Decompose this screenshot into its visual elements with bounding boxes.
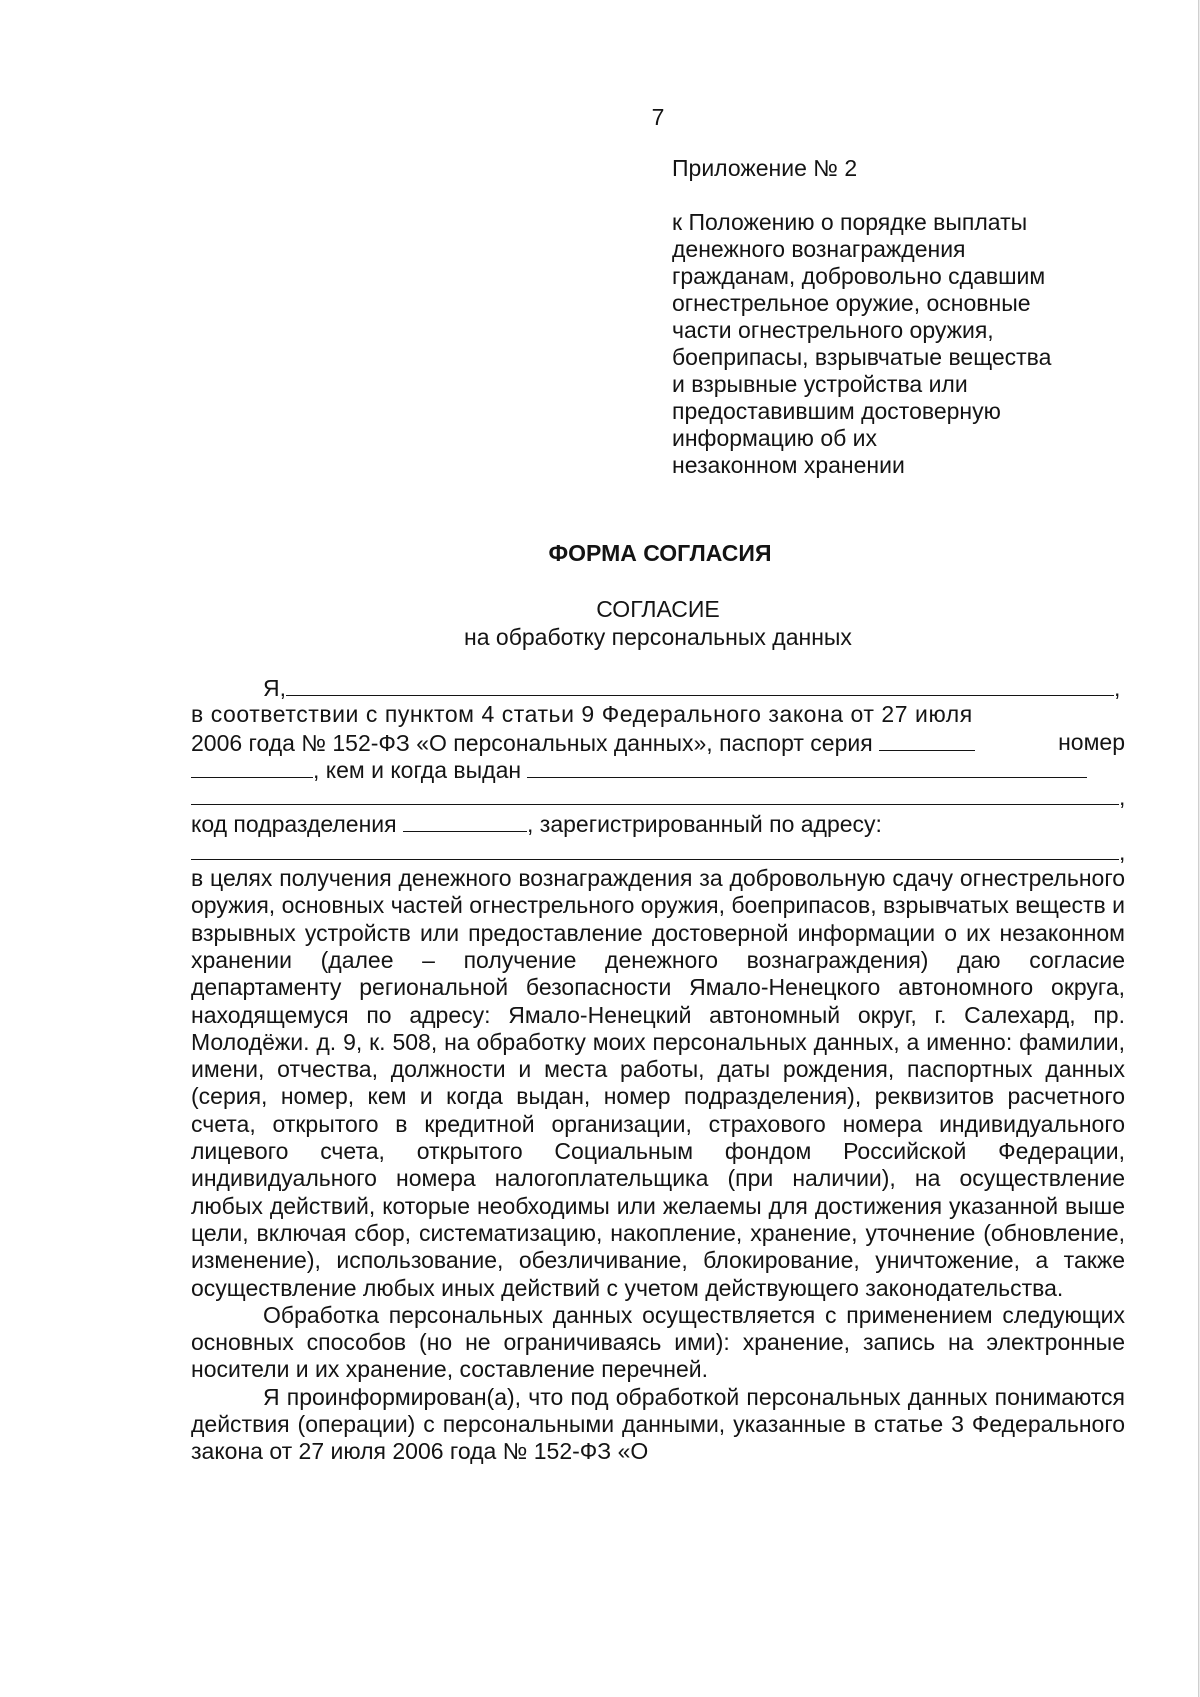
consent-title: СОГЛАСИЕ xyxy=(596,596,720,622)
appendix-line: огнестрельное оружие, основные xyxy=(672,290,1031,316)
issued-by-continuation-line xyxy=(191,783,1125,810)
passport-number-label: номер xyxy=(1058,728,1125,755)
consent-body xyxy=(191,674,1125,1466)
division-code-line xyxy=(191,810,1125,837)
appendix-line: части огнестрельного оружия, xyxy=(672,317,994,343)
consent-paragraph-informed: Я проинформирован(а), что под обработкой персональных данных понимаются действия (операции) с персональными данными, указанные в статье 3 Федерального закона от 27 июля 2006 года № 152-ФЗ «О xyxy=(191,1383,1125,1465)
name-line xyxy=(191,674,1125,701)
address-line xyxy=(191,838,1125,865)
registered-address-label: , зарегистрированный по адресу: xyxy=(527,811,882,838)
passport-series-line xyxy=(191,729,1125,756)
consent-paragraph-methods: Обработка персональных данных осуществляется с применением следующих основных способов (но не ограничиваясь ими): хранение, запись на электронные носители и их хранение, составление перечней. xyxy=(191,1301,1125,1383)
comma: , xyxy=(1119,784,1126,811)
appendix-line: к Положению о порядке выплаты xyxy=(672,209,1028,235)
appendix-line: денежного вознаграждения xyxy=(672,236,966,262)
division-code-field[interactable] xyxy=(403,810,527,832)
law-reference-text: в соответствии с пунктом 4 статьи 9 Федерального закона от 27 июля xyxy=(191,701,973,728)
comma: , xyxy=(1119,838,1126,865)
appendix-header xyxy=(672,155,1102,479)
form-title: ФОРМА СОГЛАСИЯ xyxy=(548,540,772,566)
passport-issued-line xyxy=(191,756,1125,783)
appendix-line: боеприпасы, взрывчатые вещества xyxy=(672,344,1052,370)
consent-paragraph-main: в целях получения денежного вознаграждения за добровольную сдачу огнестрельного оружия, основных частей огнестрельного оружия, боеприпасов, взрывчатых веществ и взрывных устройств или предоставление достоверной информации о их незаконном хранении (далее – получение денежного вознаграждения) даю согласие департаменту региональной безопасности Ямало-Ненецкого автономного округа, находящемуся по адресу: Ямало-Ненецкий автономный округ, г. Салехард, пр. Молодёжи. д. 9, к. 508, на обработку моих персональных данных, а именно: фамилии, имени, отчества, должности и места работы, даты рождения, паспортных данных (серия, номер, кем и когда выдан, номер подразделения), реквизитов расчетного счета, открытого в кредитной организации, страхового номера индивидуального лицевого счета, открытого Социальным фондом Российской Федерации, индивидуального номера налогоплательщика (при наличии), на осуществление любых действий, которые необходимы или желаемы для достижения указанной выше цели, включая сбор, систематизацию, накопление, хранение, уточнение (обновление, изменение), использование, обезличивание, блокирование, уничтожение, а также осуществление любых иных действий с учетом действующего законодательства. xyxy=(191,865,1125,1301)
page-number: 7 xyxy=(651,104,665,130)
consent-paragraphs xyxy=(191,865,1125,1466)
consent-heading xyxy=(0,595,1200,651)
division-code-label: код подразделения xyxy=(191,811,397,838)
consent-subtitle: на обработку персональных данных xyxy=(464,624,852,650)
appendix-title: Приложение № 2 xyxy=(672,155,858,181)
issued-by-continuation-field[interactable] xyxy=(191,783,1119,805)
appendix-line: и взрывные устройства или xyxy=(672,371,968,397)
passport-series-label: 2006 года № 152-ФЗ «О персональных данных», паспорт серия xyxy=(191,729,873,756)
passport-number-field[interactable] xyxy=(191,756,313,778)
law-reference-line xyxy=(191,701,1125,728)
issued-by-label: , кем и когда выдан xyxy=(313,756,522,783)
appendix-line: предоставившим достоверную xyxy=(672,398,1001,424)
appendix-line: гражданам, добровольно сдавшим xyxy=(672,263,1046,289)
address-field[interactable] xyxy=(191,838,1119,860)
appendix-line: незаконном хранении xyxy=(672,452,905,478)
full-name-field[interactable] xyxy=(286,674,1114,696)
issued-by-field[interactable] xyxy=(527,756,1087,778)
appendix-description xyxy=(672,209,1102,479)
ya-label: Я, xyxy=(263,675,286,701)
appendix-line: информацию об их xyxy=(672,425,878,451)
comma: , xyxy=(1114,675,1121,701)
passport-series-field[interactable] xyxy=(879,729,975,751)
